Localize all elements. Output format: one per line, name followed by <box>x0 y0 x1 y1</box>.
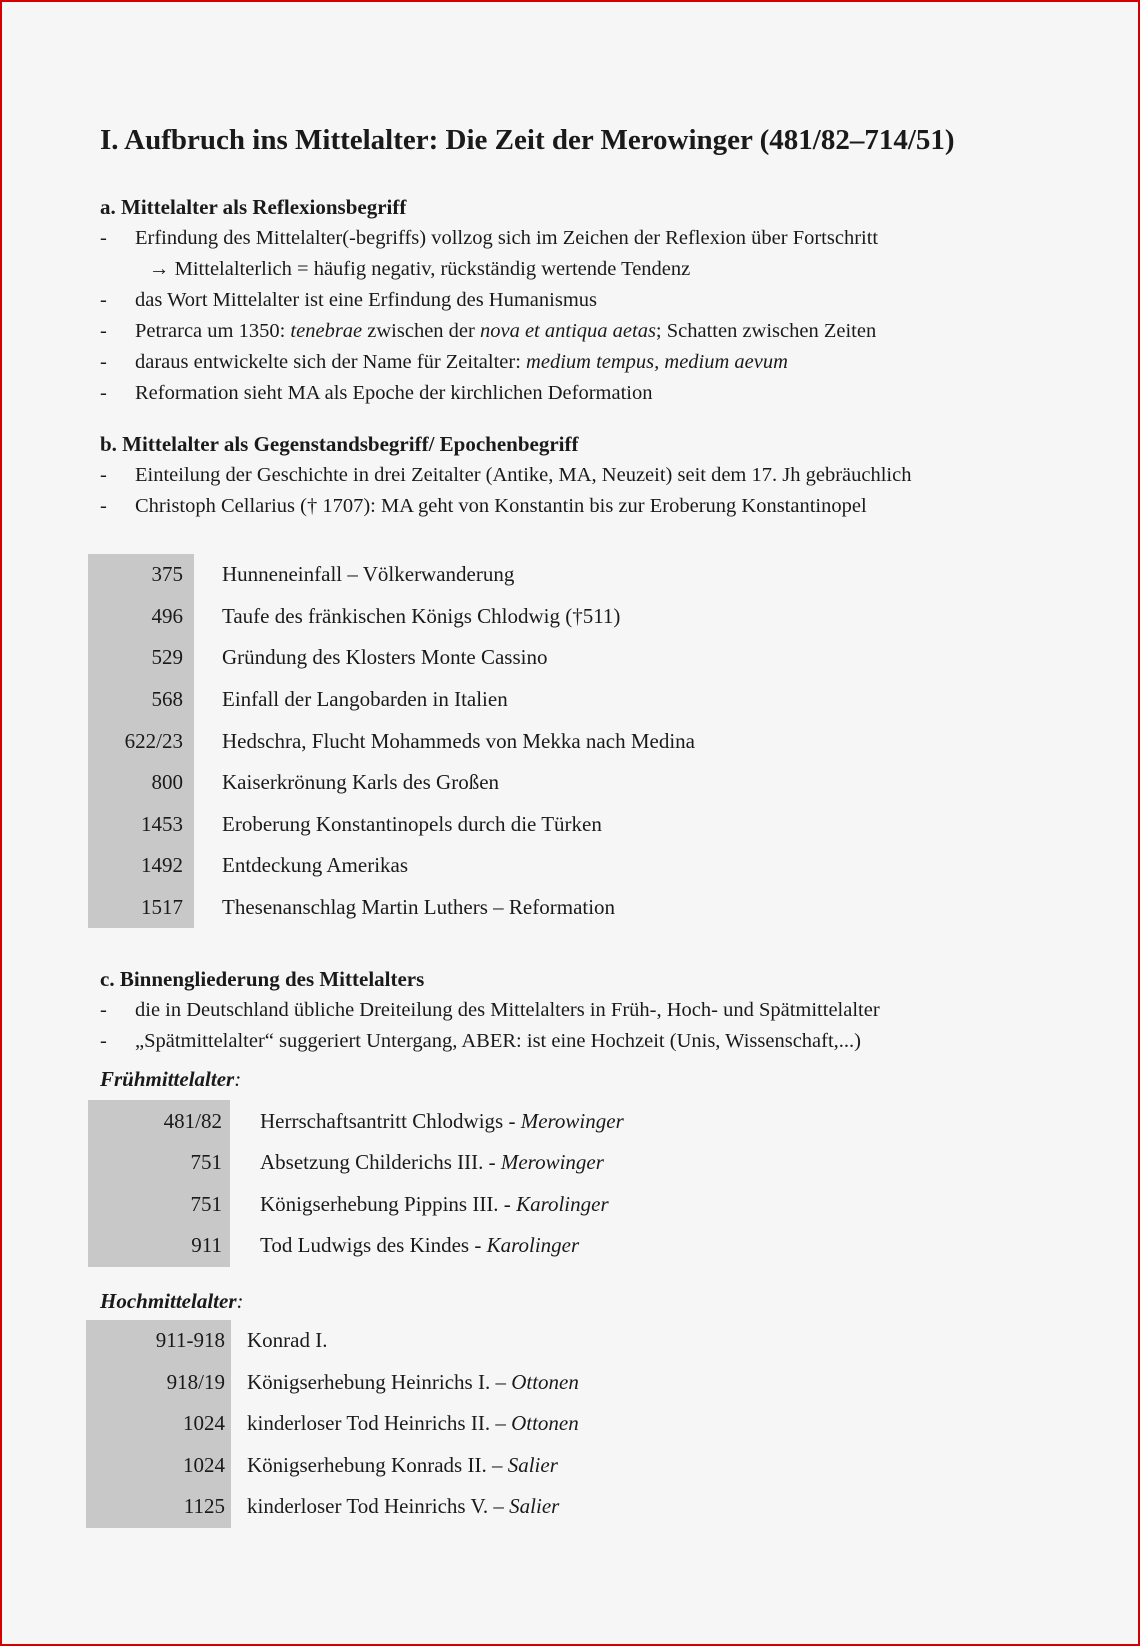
table-row <box>88 762 695 804</box>
section-c-heading: c. Binnengliederung des Mittelalters <box>100 967 425 992</box>
table-row <box>88 1225 624 1267</box>
latin-term: nova et antiqua aetas <box>479 320 656 342</box>
timeline-year: 911-918 <box>86 1320 231 1362</box>
list-item <box>100 378 1060 409</box>
table-row <box>88 1184 624 1226</box>
timeline-event <box>230 1225 624 1267</box>
timeline-year: 481/82 <box>88 1100 230 1142</box>
timeline-year: 1492 <box>88 845 194 887</box>
timeline-event: Kaiserkrönung Karls des Großen <box>222 770 500 795</box>
page-title: I. Aufbruch ins Mittelalter: Die Zeit der Merowinger (481/82–714/51) <box>100 124 955 156</box>
list-item <box>100 491 1060 522</box>
dash-bullet: - <box>100 495 107 517</box>
timeline-fruehmittelalter-table <box>88 1100 624 1266</box>
latin-term: tenebrae <box>290 320 363 342</box>
list-item-text: Einteilung der Geschichte in drei Zeitalter (Antike, MA, Neuzeit) seit dem 17. Jh gebräuchlich <box>135 464 912 486</box>
latin-term: medium tempus, medium aevum <box>526 351 788 373</box>
list-item-text: „Spätmittelalter“ suggeriert Untergang, ABER: ist eine Hochzeit (Unis, Wissenschaft,...) <box>135 1030 861 1053</box>
timeline-year: 751 <box>88 1142 230 1184</box>
event-text: Absetzung Childerichs III. - <box>260 1150 501 1175</box>
sublabel-text: Hochmittelalter <box>100 1288 237 1313</box>
table-row <box>88 679 695 721</box>
timeline-event <box>231 1403 579 1445</box>
list-item-text: daraus entwickelte sich der Name für Zeitalter: <box>135 351 527 373</box>
dynasty-name: Salier <box>507 1452 558 1477</box>
sublabel-colon: : <box>234 1067 242 1092</box>
event-text: Konrad I. <box>247 1328 328 1353</box>
dash-bullet: - <box>100 1030 107 1053</box>
list-item-text: Erfindung des Mittelalter(-begriffs) vollzog sich im Zeichen der Reflexion über Fortschritt <box>135 227 879 249</box>
dash-bullet: - <box>100 320 107 342</box>
table-row <box>88 720 695 762</box>
event-text: Königserhebung Heinrichs I. – <box>247 1369 512 1394</box>
sublabel-text: Frühmittelalter <box>100 1067 235 1092</box>
timeline-event: Eroberung Konstantinopels durch die Türken <box>222 811 602 836</box>
list-item <box>100 460 1060 491</box>
table-row <box>88 845 695 887</box>
dash-bullet: - <box>100 382 107 404</box>
dash-bullet: - <box>100 289 107 311</box>
event-text: Königserhebung Pippins III. - <box>260 1191 517 1216</box>
timeline-year: 496 <box>88 596 194 638</box>
list-item-text: die in Deutschland übliche Dreiteilung des Mittelalters in Früh-, Hoch- und Spätmittelalter <box>135 999 880 1022</box>
dynasty-name: Merowinger <box>500 1150 604 1175</box>
list-item-text: das Wort Mittelalter ist eine Erfindung des Humanismus <box>135 289 597 311</box>
list-item-text: Petrarca um 1350: <box>135 320 291 342</box>
dynasty-name: Karolinger <box>486 1233 580 1258</box>
list-item-text: ; Schatten zwischen Zeiten <box>655 320 877 342</box>
section-b-list <box>100 460 1060 522</box>
list-item-text: Reformation sieht MA als Epoche der kirchlichen Deformation <box>135 382 653 404</box>
table-row <box>88 637 695 679</box>
timeline-year: 1453 <box>88 804 194 846</box>
list-item-text: zwischen der <box>362 320 480 342</box>
timeline-event <box>230 1100 624 1142</box>
document-content <box>100 114 1060 1528</box>
section-a-heading: a. Mittelalter als Reflexionsbegriff <box>100 195 407 219</box>
timeline-event: Thesenanschlag Martin Luthers – Reformation <box>222 895 616 920</box>
timeline-event <box>230 1142 624 1184</box>
timeline-year: 800 <box>88 762 194 804</box>
table-row <box>88 596 695 638</box>
section-c-list <box>100 995 1060 1057</box>
table-row <box>88 1142 624 1184</box>
event-text: kinderloser Tod Heinrichs V. – <box>247 1494 510 1519</box>
timeline-year: 529 <box>88 637 194 679</box>
timeline-event <box>230 1184 624 1226</box>
list-item-continuation: → Mittelalterlich = häufig negativ, rückständig wertende Tendenz <box>149 258 691 280</box>
table-row <box>86 1361 579 1403</box>
table-row <box>86 1486 579 1528</box>
timeline-main-table <box>88 554 695 928</box>
dynasty-name: Ottonen <box>511 1369 579 1394</box>
list-item <box>100 223 1060 285</box>
section-a-list <box>100 223 1060 409</box>
event-text: Herrschaftsantritt Chlodwigs - <box>260 1108 521 1133</box>
table-row <box>88 554 695 596</box>
timeline-event <box>231 1320 579 1362</box>
table-row <box>86 1403 579 1445</box>
event-text: Königserhebung Konrads II. – <box>247 1452 508 1477</box>
fruehmittelalter-label <box>100 1063 1060 1096</box>
list-item <box>100 1026 1060 1057</box>
timeline-event: Einfall der Langobarden in Italien <box>222 687 508 712</box>
list-item <box>100 347 1060 378</box>
timeline-year: 622/23 <box>88 720 194 762</box>
dash-bullet: - <box>100 227 107 249</box>
timeline-year: 1024 <box>86 1445 231 1487</box>
event-text: Tod Ludwigs des Kindes - <box>260 1233 487 1258</box>
timeline-event: Hunneneinfall – Völkerwanderung <box>222 562 515 587</box>
timeline-year: 1024 <box>86 1403 231 1445</box>
hochmittelalter-label <box>100 1285 1060 1318</box>
dash-bullet: - <box>100 464 107 486</box>
list-item-text: Christoph Cellarius († 1707): MA geht von Konstantin bis zur Eroberung Konstantinopel <box>135 495 867 517</box>
dynasty-name: Ottonen <box>511 1411 579 1436</box>
list-item <box>100 995 1060 1026</box>
timeline-year: 568 <box>88 679 194 721</box>
timeline-year: 1125 <box>86 1486 231 1528</box>
dynasty-name: Karolinger <box>516 1191 609 1216</box>
timeline-event: Entdeckung Amerikas <box>222 853 409 878</box>
dynasty-name: Merowinger <box>520 1108 624 1133</box>
timeline-event <box>231 1361 579 1403</box>
sublabel-colon: : <box>236 1288 244 1313</box>
timeline-event: Hedschra, Flucht Mohammeds von Mekka nach Medina <box>222 728 695 753</box>
timeline-year: 911 <box>88 1225 230 1267</box>
timeline-hochmittelalter-table <box>86 1320 579 1528</box>
timeline-event: Gründung des Klosters Monte Cassino <box>222 645 548 670</box>
timeline-year: 918/19 <box>86 1361 231 1403</box>
dynasty-name: Salier <box>509 1494 560 1519</box>
table-row <box>86 1445 579 1487</box>
event-text: kinderloser Tod Heinrichs II. – <box>247 1411 512 1436</box>
table-row <box>86 1320 579 1362</box>
table-row <box>88 804 695 846</box>
list-item <box>100 316 1060 347</box>
table-row <box>88 1100 624 1142</box>
timeline-event <box>231 1445 579 1487</box>
section-b-heading: b. Mittelalter als Gegenstandsbegriff/ Epochenbegriff <box>100 432 579 456</box>
timeline-event: Taufe des fränkischen Königs Chlodwig (†511) <box>222 603 621 628</box>
timeline-event <box>231 1486 579 1528</box>
timeline-year: 375 <box>88 554 194 596</box>
dash-bullet: - <box>100 351 107 373</box>
timeline-year: 1517 <box>88 887 194 929</box>
table-row <box>88 887 695 929</box>
list-item <box>100 285 1060 316</box>
timeline-year: 751 <box>88 1184 230 1226</box>
dash-bullet: - <box>100 999 107 1022</box>
